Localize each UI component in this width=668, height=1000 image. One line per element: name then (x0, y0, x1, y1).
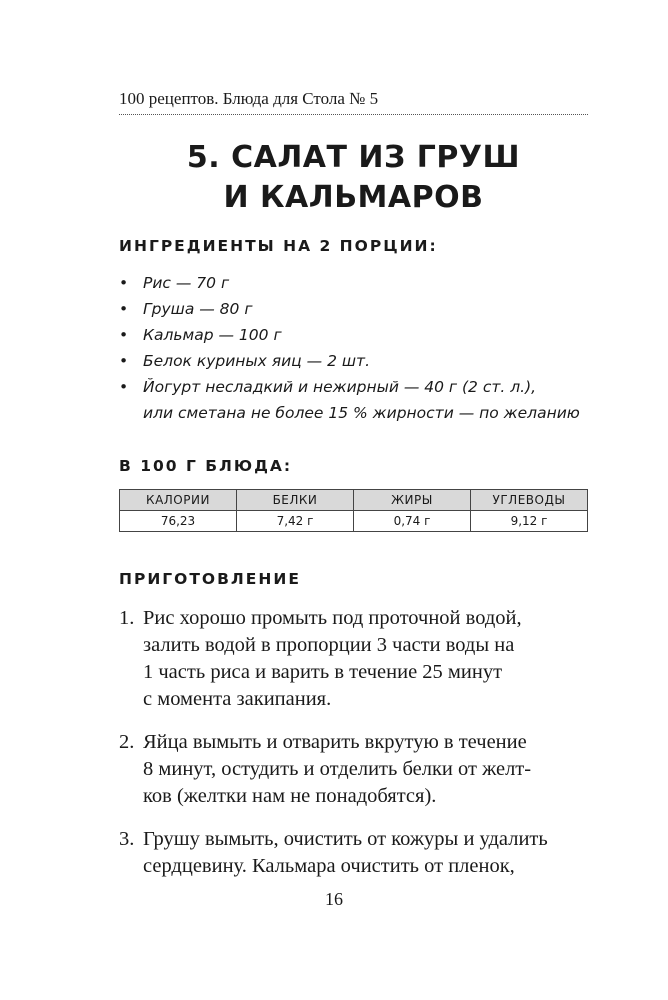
step-text-line: с момента закипания. (143, 688, 332, 710)
ingredient-item-line: Йогурт несладкий и нежирный — 40 г (2 ст. л.), (143, 378, 537, 396)
preparation-steps (119, 605, 599, 896)
ingredient-item: • Рис — 70 г (119, 270, 599, 296)
ingredient-item: • Кальмар — 100 г (119, 322, 599, 348)
nutrition-value-row (120, 511, 588, 532)
recipe-title (119, 138, 588, 218)
nutrition-header-row (120, 490, 588, 511)
step-text-line: ков (желтки нам не понадобятся). (143, 785, 437, 807)
step-text-line: 8 минут, остудить и отделить белки от желт- (143, 758, 532, 780)
recipe-title-line-2: И КАЛЬМАРОВ (223, 180, 484, 215)
preparation-step (119, 729, 599, 810)
nutrition-value-cell: 7,42 г (237, 511, 354, 532)
ingredients-list (119, 270, 599, 426)
nutrition-value-cell: 0,74 г (354, 511, 471, 532)
recipe-title-line-1: 5. САЛАТ ИЗ ГРУШ (186, 140, 521, 175)
step-number: 3. (119, 828, 135, 850)
step-text-line: сердцевину. Кальмара очистить от пленок, (143, 855, 515, 877)
step-text-line: Рис хорошо промыть под проточной водой, (143, 607, 522, 629)
nutrition-column-header: ЖИРЫ (354, 490, 471, 511)
nutrition-column-header: БЕЛКИ (237, 490, 354, 511)
preparation-step (119, 605, 599, 713)
ingredient-item (119, 374, 599, 426)
nutrition-heading: В 100 Г БЛЮДА: (119, 457, 293, 475)
nutrition-value-cell: 76,23 (120, 511, 237, 532)
preparation-heading: ПРИГОТОВЛЕНИЕ (119, 570, 301, 588)
step-text-line: залить водой в пропорции 3 части воды на (143, 634, 515, 656)
step-text-line: Яйца вымыть и отварить вкрутую в течение (143, 731, 527, 753)
ingredient-item: • Груша — 80 г (119, 296, 599, 322)
ingredient-item-line: или сметана не более 15 % жирности — по желанию (143, 404, 580, 422)
step-number: 2. (119, 731, 135, 753)
running-header: 100 рецептов. Блюда для Стола № 5 (119, 88, 588, 115)
nutrition-table (119, 489, 588, 532)
ingredient-item: • Белок куриных яиц — 2 шт. (119, 348, 599, 374)
preparation-step (119, 826, 599, 880)
nutrition-column-header: КАЛОРИИ (120, 490, 237, 511)
nutrition-value-cell: 9,12 г (471, 511, 588, 532)
step-text-line: Грушу вымыть, очистить от кожуры и удалить (143, 828, 548, 850)
nutrition-column-header: УГЛЕВОДЫ (471, 490, 588, 511)
ingredients-heading: ИНГРЕДИЕНТЫ НА 2 ПОРЦИИ: (119, 237, 438, 255)
step-number: 1. (119, 607, 135, 629)
page-number: 16 (325, 889, 343, 909)
step-text-line: 1 часть риса и варить в течение 25 минут (143, 661, 503, 683)
